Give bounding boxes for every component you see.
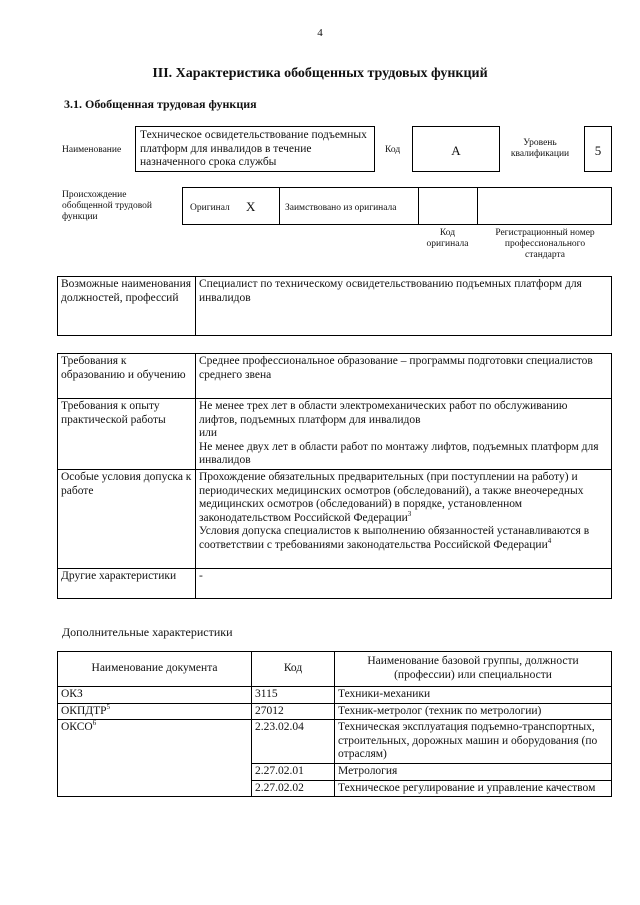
req-value <box>196 470 612 569</box>
code-cell: 2.27.02.01 <box>252 763 335 780</box>
name-cell: Техническая эксплуатация подъемно-транспортных, строительных, дорожных машин и оборудования (по отраслям) <box>335 720 612 764</box>
code-original-caption: Код оригинала <box>426 228 469 249</box>
name-label: Наименование <box>62 145 122 155</box>
name-cell: Техник-метролог (техник по метрологии) <box>335 703 612 720</box>
section-title: III. Характеристика обобщенных трудовых функций <box>152 66 488 81</box>
col-header: Наименование документа <box>58 652 252 687</box>
table-row <box>58 687 612 704</box>
footnote-ref: 5 <box>106 702 111 711</box>
positions-value: Специалист по техническому освидетельствованию подъемных платформ для инвалидов <box>196 277 612 336</box>
subsection-title: 3.1. Обобщенная трудовая функция <box>64 97 257 111</box>
req-value <box>196 569 612 599</box>
original-mark: X <box>246 199 256 214</box>
level-label: Уровень квалификации <box>510 138 570 159</box>
req-line: Среднее профессиональное образование – программы подготовки специалистов среднего звена <box>199 355 593 381</box>
borrowed-label: Заимствовано из оригинала <box>285 203 397 213</box>
footnote-ref: 4 <box>547 537 552 546</box>
table-row <box>58 703 612 720</box>
col-header: Код <box>252 652 335 687</box>
req-line: Не менее трех лет в области электромеханических работ по обслуживанию лифтов, подъемных платформ для инвалидов <box>199 400 568 426</box>
req-value <box>196 399 612 470</box>
footnote-ref: 3 <box>407 509 412 518</box>
positions-label: Возможные наименования должностей, профессий <box>58 277 196 336</box>
origin-divider <box>418 187 419 225</box>
table-row <box>58 720 612 764</box>
req-line: Прохождение обязательных предварительных (при поступлении на работу) и периодических медицинских осмотров (обследований), а также внеочередных медицинских осмотров (обследований) в порядке, установленном законодательством Российской Федерации$^3$ <box>199 471 584 524</box>
doc-cell: ОКПДТР$^5$ <box>58 703 252 720</box>
doc-cell: ОКЗ <box>58 687 252 704</box>
positions-table <box>57 276 612 336</box>
req-value <box>196 354 612 399</box>
additional-title: Дополнительные характеристики <box>62 625 233 639</box>
req-label: Требования к опыту практической работы <box>58 399 196 470</box>
code-cell: 3115 <box>252 687 335 704</box>
req-line: - <box>199 570 203 582</box>
code-label: Код <box>385 145 401 155</box>
doc-cell: ОКСО$^6$ <box>58 720 252 797</box>
req-line: Не менее двух лет в области работ по монтажу лифтов, подъемных платформ для инвалидов <box>199 440 599 467</box>
level-value: 5 <box>584 126 612 172</box>
req-label: Требования к образованию и обучению <box>58 354 196 399</box>
col-header: Наименование базовой группы, должности (профессии) или специальности <box>335 652 612 687</box>
code-cell: 2.27.02.02 <box>252 780 335 797</box>
name-cell: Техники-механики <box>335 687 612 704</box>
req-line: или <box>199 427 218 440</box>
code-cell: 27012 <box>252 703 335 720</box>
origin-divider <box>279 187 280 225</box>
additional-table <box>57 651 612 797</box>
name-cell: Метрология <box>335 763 612 780</box>
original-label: Оригинал <box>190 203 230 213</box>
req-label: Другие характеристики <box>58 569 196 599</box>
origin-label: Происхождение обобщенной трудовой функции <box>62 190 152 222</box>
req-label: Особые условия допуска к работе <box>58 470 196 569</box>
page-number: 4 <box>317 27 323 39</box>
req-line: Условия допуска специалистов к выполнению обязанностей устанавливаются в соответствии с требованиями законодательства Российской Федерации$^4$ <box>199 525 590 551</box>
name-cell: Техническое регулирование и управление качеством <box>335 780 612 797</box>
reg-number-caption: Регистрационный номер профессионального стандарта <box>495 228 595 260</box>
requirements-table <box>57 353 612 599</box>
code-value: А <box>412 126 500 172</box>
footnote-ref: 6 <box>92 719 97 728</box>
origin-divider <box>477 187 478 225</box>
code-cell: 2.23.02.04 <box>252 720 335 764</box>
name-value: Техническое освидетельствование подъемных платформ для инвалидов в течение назначенного срока службы <box>135 126 375 172</box>
